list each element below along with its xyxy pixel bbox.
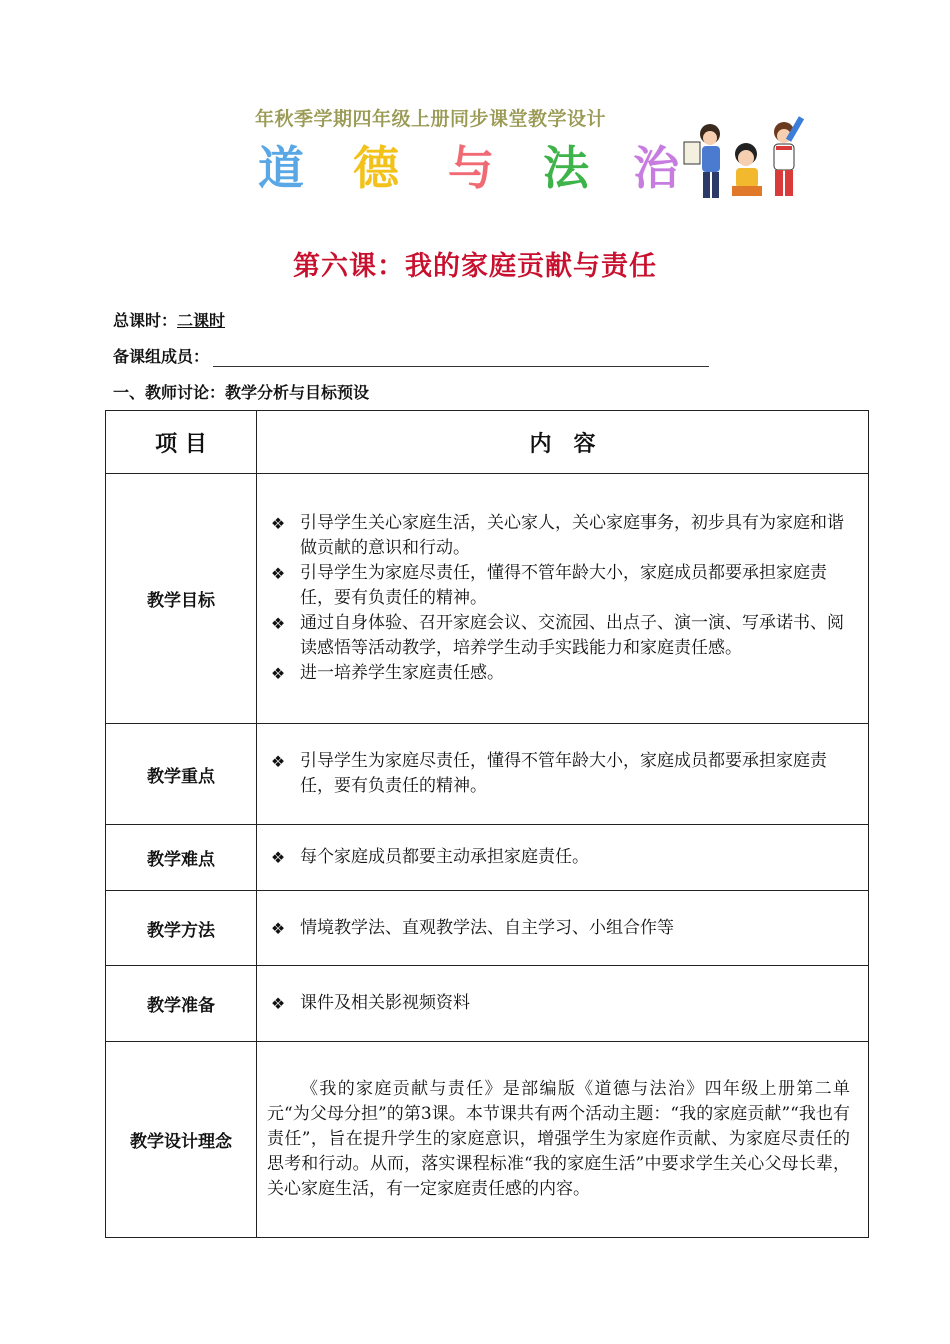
- list-item: ❖ 情境教学法、直观教学法、自主学习、小组合作等: [267, 916, 850, 941]
- diamond-bullet-icon: ❖: [270, 752, 286, 771]
- table-row: [106, 1042, 869, 1238]
- row-label: 教学准备: [106, 966, 257, 1042]
- lesson-plan-table: [105, 410, 869, 1238]
- table-row: [106, 724, 869, 825]
- group-members-blank: [213, 352, 709, 367]
- students-illustration: [680, 112, 812, 208]
- diamond-bullet-icon: ❖: [270, 664, 286, 683]
- list-item: ❖ 引导学生为家庭尽责任，懂得不管年龄大小，家庭成员都要承担家庭责任，要有负责任的精神。: [267, 749, 850, 799]
- row-content: [257, 966, 869, 1042]
- row-label: 教学重点: [106, 724, 257, 825]
- row-content: [257, 1042, 869, 1238]
- banner-title: [258, 140, 688, 200]
- design-concept-paragraph: 《我的家庭贡献与责任》是部编版《道德与法治》四年级上册第二单元“为父母分担”的第3课。本节课共有两个活动主题：“我的家庭贡献”“我也有责任”，旨在提升学生的家庭意识，增强学生为家庭作贡献、为家庭尽责任的思考和行动。从而，落实课程标准“我的家庭生活”中要求学生关心父母长辈，关心家庭生活，有一定家庭责任感的内容。: [267, 1079, 850, 1199]
- diamond-bullet-icon: ❖: [270, 564, 286, 583]
- table-header-row: [106, 411, 869, 474]
- table-row: [106, 825, 869, 891]
- row-label: 教学设计理念: [106, 1042, 257, 1238]
- list-item: ❖ 通过自身体验、召开家庭会议、交流园、出点子、演一演、写承诺书、阅读感悟等活动教学，培养学生动手实践能力和家庭责任感。: [267, 611, 850, 661]
- banner-char-5: 治: [633, 141, 679, 195]
- list-item: ❖ 课件及相关影视频资料: [267, 991, 850, 1016]
- list-item: ❖ 引导学生为家庭尽责任，懂得不管年龄大小，家庭成员都要承担家庭责任，要有负责任的精神。: [267, 561, 850, 611]
- header-content: 内 容: [257, 411, 869, 474]
- total-hours: [113, 308, 225, 331]
- banner-char-2: 德: [353, 141, 399, 195]
- table-row: [106, 966, 869, 1042]
- group-members: [113, 344, 709, 367]
- total-hours-value: 二课时: [177, 311, 226, 330]
- banner-subtitle: 年秋季学期四年级上册同步课堂教学设计: [255, 108, 607, 130]
- banner-char-1: 道: [258, 141, 304, 195]
- section-heading: 一、教师讨论：教学分析与目标预设: [113, 383, 370, 402]
- diamond-bullet-icon: ❖: [270, 514, 286, 533]
- row-content: [257, 474, 869, 724]
- row-content: [257, 825, 869, 891]
- diamond-bullet-icon: ❖: [270, 994, 286, 1013]
- row-label: 教学方法: [106, 891, 257, 966]
- list-item: ❖ 引导学生关心家庭生活，关心家人，关心家庭事务，初步具有为家庭和谐做贡献的意识和行动。: [267, 511, 850, 561]
- row-label: 教学目标: [106, 474, 257, 724]
- diamond-bullet-icon: ❖: [270, 848, 286, 867]
- diamond-bullet-icon: ❖: [270, 614, 286, 633]
- group-members-label: 备课组成员：: [113, 347, 210, 366]
- lesson-title: 第六课：我的家庭贡献与责任: [293, 251, 657, 282]
- row-content: [257, 724, 869, 825]
- banner-char-4: 法: [543, 141, 589, 195]
- row-label: 教学难点: [106, 825, 257, 891]
- list-item: ❖ 每个家庭成员都要主动承担家庭责任。: [267, 845, 850, 870]
- list-item: ❖ 进一培养学生家庭责任感。: [267, 661, 850, 686]
- total-hours-label: 总课时：: [113, 311, 178, 330]
- row-content: [257, 891, 869, 966]
- diamond-bullet-icon: ❖: [270, 918, 286, 938]
- header-item: 项 目: [106, 411, 257, 474]
- table-row: [106, 474, 869, 724]
- banner-char-3: 与: [448, 141, 494, 195]
- table-row: [106, 891, 869, 966]
